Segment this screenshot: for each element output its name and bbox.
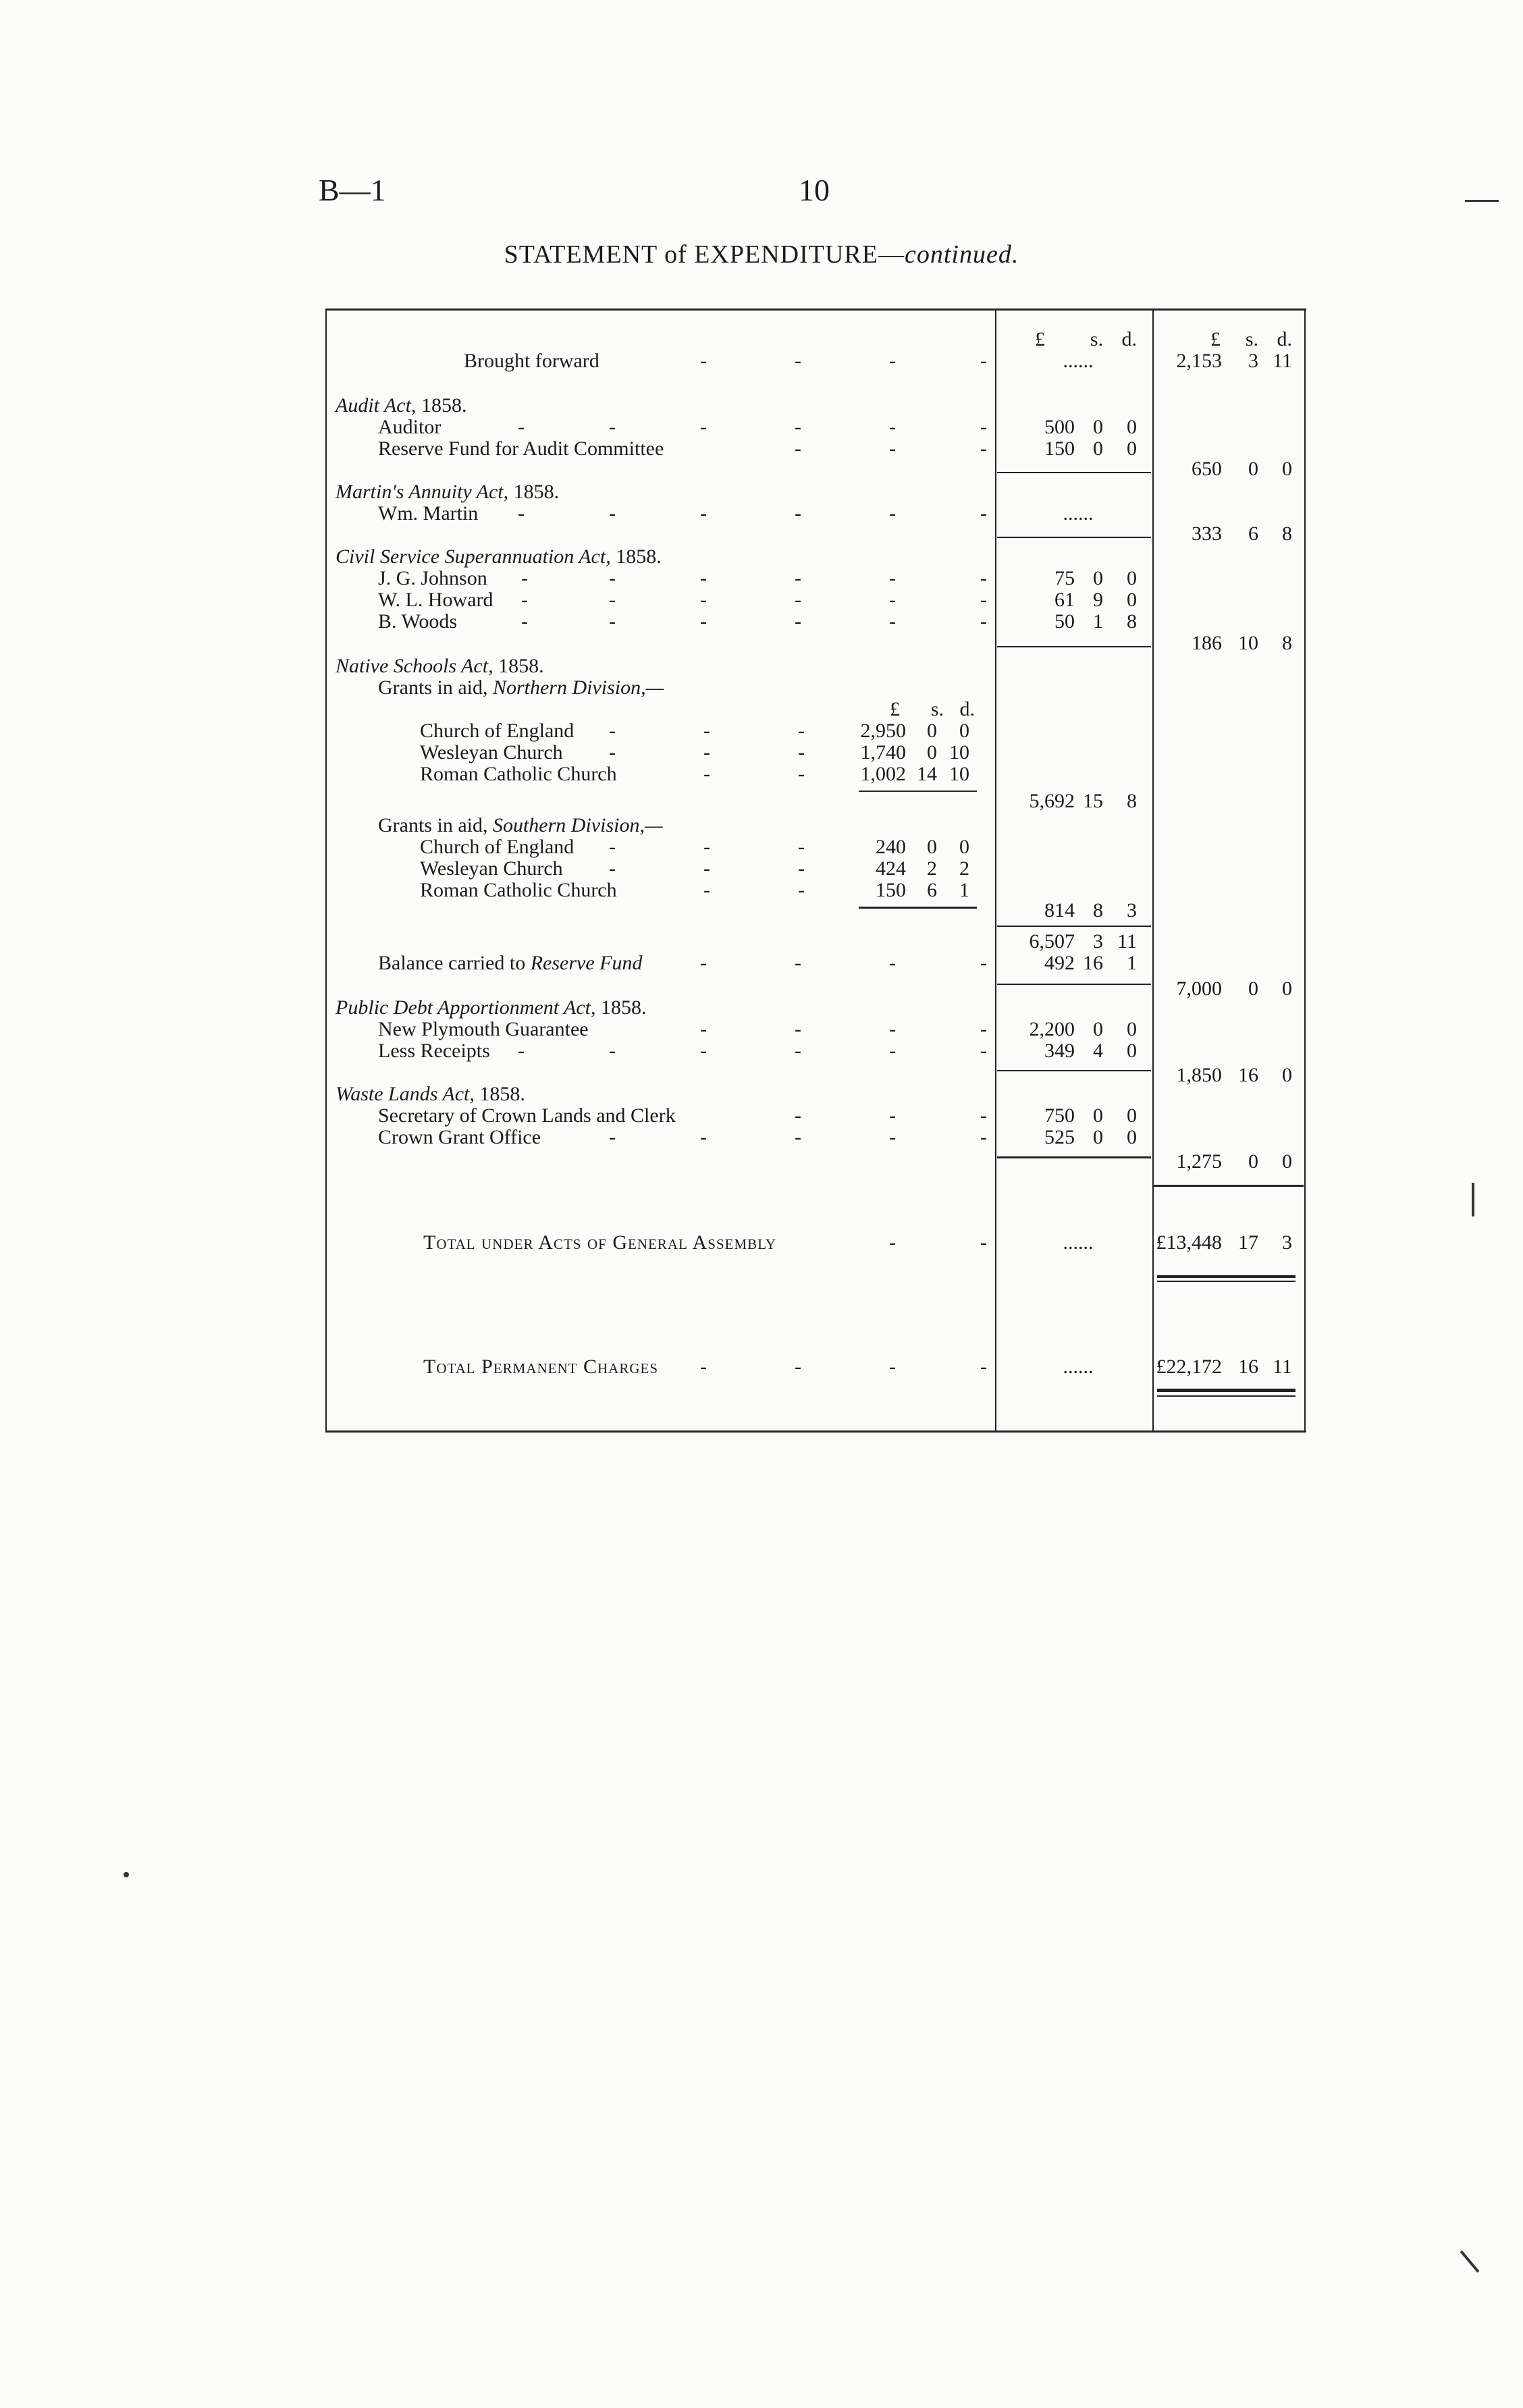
sub-shillings: 14: [917, 763, 937, 785]
item-label: Secretary of Crown Lands and Clerk: [378, 1104, 676, 1127]
leader-dash: -: [700, 1040, 707, 1062]
leader-dash: -: [521, 610, 528, 633]
sub-pounds: 240: [876, 836, 906, 858]
leader-dash: -: [700, 1018, 707, 1040]
grand-rule: [1154, 1185, 1304, 1187]
leader-dash: -: [795, 1018, 801, 1040]
leader-dash: -: [700, 350, 707, 372]
leader-dash: -: [609, 836, 616, 858]
mid-pounds: 5,692: [1029, 790, 1075, 812]
sub-pence: 1: [959, 879, 969, 901]
mid-shillings: 4: [1093, 1040, 1103, 1062]
mid-pounds: 500: [1044, 416, 1075, 438]
leader-dash: -: [795, 1356, 801, 1378]
leader-dash: -: [980, 437, 987, 460]
leader-dash: -: [700, 567, 707, 589]
southern-division-label: Grants in aid, Southern Division,—: [378, 814, 663, 836]
page-number: 10: [799, 173, 830, 207]
mid-shillings: 0: [1093, 567, 1103, 589]
leader-dash: -: [700, 610, 707, 633]
table-row: [325, 742, 1306, 764]
leader-dash: -: [609, 1040, 616, 1062]
leader-dash: -: [795, 1104, 801, 1127]
leader-dash: -: [980, 416, 987, 438]
item-label: J. G. Johnson: [378, 567, 487, 589]
table-row: [325, 836, 1306, 858]
leader-dash: -: [609, 720, 616, 742]
leader-dash: -: [889, 1356, 896, 1378]
leader-dash: -: [889, 610, 896, 633]
table-row: [325, 417, 1306, 438]
table-row: [325, 764, 1306, 785]
right-pounds-header: £: [1210, 328, 1221, 350]
leader-dash: -: [798, 836, 805, 858]
item-label: Auditor: [378, 416, 442, 438]
right-pence: 0: [1282, 1064, 1292, 1086]
table-row: [325, 720, 1306, 742]
brought-forward-label: Brought forward: [464, 350, 599, 372]
mid-pounds: 61: [1054, 589, 1075, 611]
mid-pounds: 750: [1044, 1104, 1075, 1127]
balance-row: [325, 953, 1306, 974]
right-shillings: 16: [1238, 1064, 1258, 1086]
balance-label: Balance carried to Reserve Fund: [378, 952, 643, 974]
table-bottom-rule: [325, 1430, 1306, 1433]
leader-dash: -: [795, 502, 801, 525]
leader-dash: -: [889, 1104, 896, 1127]
mid-placeholder: ......: [1063, 1231, 1094, 1254]
column-header-row: [325, 329, 1306, 350]
martins-act-label: Martin's Annuity Act, 1858.: [336, 481, 560, 503]
leader-dash: -: [609, 610, 616, 633]
right-shillings: 16: [1238, 1356, 1258, 1378]
mid-shillings: 9: [1093, 589, 1103, 611]
sub-shillings: 6: [927, 879, 937, 901]
expenditure-table: [325, 309, 1306, 1433]
item-label: Wesleyan Church: [420, 857, 563, 880]
leader-dash: -: [795, 952, 801, 974]
mid-shillings: 0: [1093, 1126, 1103, 1148]
right-pence: 0: [1282, 1150, 1292, 1173]
leader-dash: -: [889, 502, 896, 525]
leader-dash: -: [798, 741, 805, 764]
mid-shillings: 3: [1093, 930, 1103, 953]
leader-dash: -: [980, 1231, 987, 1254]
mid-pence: 3: [1127, 899, 1137, 921]
leader-dash: -: [980, 1126, 987, 1148]
right-shillings: 0: [1248, 458, 1258, 480]
brought-forward-mid: ......: [1063, 350, 1094, 372]
leader-dash: -: [700, 952, 707, 974]
item-label: Church of England: [420, 720, 575, 742]
leader-dash: -: [889, 1231, 896, 1254]
mid-shillings: 16: [1083, 952, 1103, 974]
leader-dash: -: [518, 416, 525, 438]
leader-dash: -: [795, 567, 801, 589]
leader-dash: -: [798, 879, 805, 901]
item-label: Reserve Fund for Audit Committee: [378, 437, 664, 460]
sub-pounds: 424: [876, 857, 906, 880]
mid-placeholder: ......: [1063, 1356, 1094, 1378]
double-rule: [1157, 1395, 1295, 1397]
leader-dash: -: [980, 1018, 987, 1040]
sub-pounds: 2,950: [860, 720, 906, 742]
mid-pence: 0: [1127, 1126, 1137, 1148]
right-shillings: 10: [1238, 632, 1258, 654]
mid-pence: 1: [1127, 952, 1137, 974]
table-top-rule: [325, 309, 1306, 311]
mid-pence: 0: [1127, 1040, 1137, 1062]
right-pence: 8: [1282, 632, 1292, 654]
table-row: [325, 1105, 1306, 1127]
item-label: Less Receipts: [378, 1040, 490, 1062]
section-total-row: [325, 1151, 1306, 1173]
martins-act-heading: [325, 481, 1306, 503]
northern-division-label: Grants in aid, Northern Division,—: [378, 676, 664, 699]
native-schools-act-heading: [325, 655, 1306, 677]
sub-shillings: 2: [927, 857, 937, 880]
leader-dash: -: [700, 416, 707, 438]
leader-dash: -: [518, 502, 525, 525]
mid-pounds: 150: [1044, 437, 1075, 460]
document-reference: B—1: [319, 173, 386, 207]
superannuation-act-heading: [325, 546, 1306, 568]
leader-dash: -: [609, 857, 616, 880]
mid-pounds-header: £: [1035, 328, 1045, 350]
leader-dash: -: [795, 1126, 801, 1148]
leader-dash: -: [889, 1040, 896, 1062]
leader-dash: -: [980, 567, 987, 589]
sub-shillings: 0: [927, 720, 937, 742]
right-pounds: 650: [1192, 458, 1222, 480]
leader-dash: -: [795, 589, 801, 611]
mid-pence-header: d.: [1121, 328, 1137, 350]
sub-shillings-header: s.: [930, 698, 944, 720]
sub-shillings: 0: [927, 836, 937, 858]
brought-forward-shillings: 3: [1248, 350, 1258, 372]
leader-dash: -: [889, 350, 896, 372]
item-label: Wesleyan Church: [420, 741, 563, 764]
sub-pence: 2: [959, 857, 969, 880]
brought-forward-pounds: 2,153: [1176, 350, 1222, 372]
right-pounds: 333: [1192, 523, 1222, 545]
mid-pence: 0: [1127, 589, 1137, 611]
leader-dash: -: [980, 502, 987, 525]
page-title: [0, 240, 1523, 269]
leader-dash: -: [518, 1040, 525, 1062]
scan-mark: [1460, 2250, 1480, 2272]
mid-pounds: 75: [1054, 567, 1075, 589]
right-pounds: 7,000: [1176, 978, 1222, 1000]
audit-act-heading: [325, 395, 1306, 417]
leader-dash: -: [700, 502, 707, 525]
sub-pounds: 150: [876, 879, 906, 901]
leader-dash: -: [609, 741, 616, 764]
leader-dash: -: [703, 741, 710, 764]
leader-dash: -: [609, 502, 616, 525]
native-schools-act-label: Native Schools Act, 1858.: [336, 655, 544, 677]
mid-shillings: 1: [1093, 610, 1103, 633]
leader-dash: -: [795, 350, 801, 372]
leader-dash: -: [703, 836, 710, 858]
mid-pence: 0: [1127, 1018, 1137, 1040]
leader-dash: -: [609, 589, 616, 611]
mid-pounds: 814: [1044, 899, 1075, 921]
sub-pence: 10: [949, 763, 969, 785]
table-row: [325, 858, 1306, 880]
mid-pence: 0: [1127, 416, 1137, 438]
leader-dash: -: [980, 1040, 987, 1062]
table-row: [325, 611, 1306, 633]
mid-shillings: 0: [1093, 1018, 1103, 1040]
sub-column-header-row: [325, 699, 1306, 720]
table-row: [325, 1127, 1306, 1148]
sub-pounds: 1,740: [860, 741, 906, 764]
mid-placeholder: ......: [1063, 502, 1094, 525]
table-row: [325, 568, 1306, 589]
total-permanent-row: [325, 1356, 1306, 1378]
item-label: Roman Catholic Church: [420, 879, 617, 901]
leader-dash: -: [980, 952, 987, 974]
mid-shillings: 8: [1093, 899, 1103, 921]
item-label: Church of England: [420, 836, 575, 858]
leader-dash: -: [798, 720, 805, 742]
total-permanent-label: Total Permanent Charges: [423, 1356, 658, 1378]
scan-mark: [1465, 200, 1499, 202]
double-rule: [1157, 1281, 1295, 1282]
mid-shillings: 0: [1093, 1104, 1103, 1127]
leader-dash: -: [889, 1126, 896, 1148]
leader-dash: -: [521, 567, 528, 589]
leader-dash: -: [795, 610, 801, 633]
leader-dash: -: [889, 567, 896, 589]
leader-dash: -: [980, 350, 987, 372]
mid-shillings: 15: [1083, 790, 1103, 812]
right-shillings: 17: [1238, 1231, 1258, 1254]
table-row: [325, 880, 1306, 901]
leader-dash: -: [703, 857, 710, 880]
section-total-row: [325, 458, 1306, 480]
mid-shillings: 0: [1093, 437, 1103, 460]
southern-division-heading: [325, 815, 1306, 836]
right-pounds: £22,172: [1156, 1356, 1222, 1378]
right-pence: 11: [1273, 1356, 1292, 1378]
leader-dash: -: [703, 720, 710, 742]
table-row: [325, 438, 1306, 460]
mid-pounds: 6,507: [1029, 930, 1075, 953]
northern-total-row: [325, 791, 1306, 812]
mid-pounds: 50: [1054, 610, 1075, 633]
right-shillings: 0: [1248, 1150, 1258, 1173]
audit-act-label: Audit Act, 1858.: [336, 394, 467, 417]
northern-division-heading: [325, 677, 1306, 699]
brought-forward-pence: 11: [1273, 350, 1292, 372]
leader-dash: -: [521, 589, 528, 611]
right-shillings: 0: [1248, 978, 1258, 1000]
leader-dash: -: [798, 857, 805, 880]
superannuation-act-label: Civil Service Superannuation Act, 1858.: [336, 545, 662, 568]
mid-pence: 11: [1117, 930, 1137, 953]
scan-mark: [124, 1872, 129, 1877]
right-shillings-header: s.: [1245, 328, 1258, 350]
table-row: [325, 1019, 1306, 1040]
double-rule: [1157, 1389, 1295, 1392]
leader-dash: -: [889, 589, 896, 611]
section-total-row: [325, 633, 1306, 654]
public-debt-act-label: Public Debt Apportionment Act, 1858.: [336, 996, 647, 1019]
item-label: Roman Catholic Church: [420, 763, 617, 785]
leader-dash: -: [980, 610, 987, 633]
item-label: B. Woods: [378, 610, 458, 633]
mid-pence: 0: [1127, 437, 1137, 460]
right-pounds: £13,448: [1156, 1231, 1222, 1254]
sub-pence: 0: [959, 720, 969, 742]
brought-forward-row: [325, 350, 1306, 372]
leader-dash: -: [980, 1356, 987, 1378]
title-main: STATEMENT of EXPENDITURE—: [504, 240, 905, 269]
mid-pounds: 525: [1044, 1126, 1075, 1148]
leader-dash: -: [703, 763, 710, 785]
mid-shillings-header: s.: [1090, 328, 1103, 350]
leader-dash: -: [980, 589, 987, 611]
sub-pounds-header: £: [890, 698, 900, 720]
mid-pence: 8: [1127, 790, 1137, 812]
right-pounds: 1,850: [1176, 1064, 1222, 1086]
title-continued: continued.: [904, 240, 1019, 269]
table-row: [325, 503, 1306, 525]
leader-dash: -: [795, 1040, 801, 1062]
mid-pounds: 349: [1044, 1040, 1075, 1062]
native-schools-subtotal-row: [325, 931, 1306, 953]
mid-pounds: 2,200: [1029, 1018, 1075, 1040]
leader-dash: -: [700, 1356, 707, 1378]
table-row: [325, 1040, 1306, 1062]
leader-dash: -: [700, 1126, 707, 1148]
leader-dash: -: [609, 1126, 616, 1148]
table-row: [325, 589, 1306, 611]
right-pence: 3: [1282, 1231, 1292, 1254]
total-general-assembly-row: [325, 1232, 1306, 1254]
southern-total-row: [325, 900, 1306, 921]
item-label: Crown Grant Office: [378, 1126, 541, 1148]
leader-dash: -: [889, 437, 896, 460]
leader-dash: -: [609, 567, 616, 589]
sub-pence: 10: [949, 741, 969, 764]
leader-dash: -: [609, 416, 616, 438]
right-pence: 8: [1282, 523, 1292, 545]
leader-dash: -: [703, 879, 710, 901]
right-pence: 0: [1282, 458, 1292, 480]
item-label: W. L. Howard: [378, 589, 493, 611]
sub-pence: 0: [959, 836, 969, 858]
scan-mark: [1472, 1183, 1474, 1216]
double-rule: [1157, 1275, 1295, 1278]
leader-dash: -: [798, 763, 805, 785]
waste-lands-act-label: Waste Lands Act, 1858.: [336, 1083, 525, 1105]
mid-pounds: 492: [1044, 952, 1075, 974]
mid-pence: 8: [1127, 610, 1137, 633]
item-label: New Plymouth Guarantee: [378, 1018, 589, 1040]
subtotal-rule: [997, 926, 1151, 927]
mid-pence: 0: [1127, 1104, 1137, 1127]
right-pounds: 186: [1192, 632, 1222, 654]
leader-dash: -: [980, 1104, 987, 1127]
total-general-assembly-label: Total under Acts of General Assembly: [423, 1231, 777, 1254]
right-pence: 0: [1282, 978, 1292, 1000]
leader-dash: -: [700, 589, 707, 611]
right-pence-header: d.: [1277, 328, 1292, 350]
leader-dash: -: [889, 952, 896, 974]
leader-dash: -: [889, 1018, 896, 1040]
sub-pounds: 1,002: [860, 763, 906, 785]
leader-dash: -: [795, 437, 801, 460]
item-label: Wm. Martin: [378, 502, 479, 525]
mid-pence: 0: [1127, 567, 1137, 589]
leader-dash: -: [795, 416, 801, 438]
sub-shillings: 0: [927, 741, 937, 764]
sub-pence-header: d.: [959, 698, 975, 720]
waste-lands-act-heading: [325, 1083, 1306, 1105]
right-pounds: 1,275: [1176, 1150, 1222, 1173]
section-total-row: [325, 523, 1306, 545]
leader-dash: -: [889, 416, 896, 438]
public-debt-act-heading: [325, 997, 1306, 1019]
mid-shillings: 0: [1093, 416, 1103, 438]
right-shillings: 6: [1248, 523, 1258, 545]
